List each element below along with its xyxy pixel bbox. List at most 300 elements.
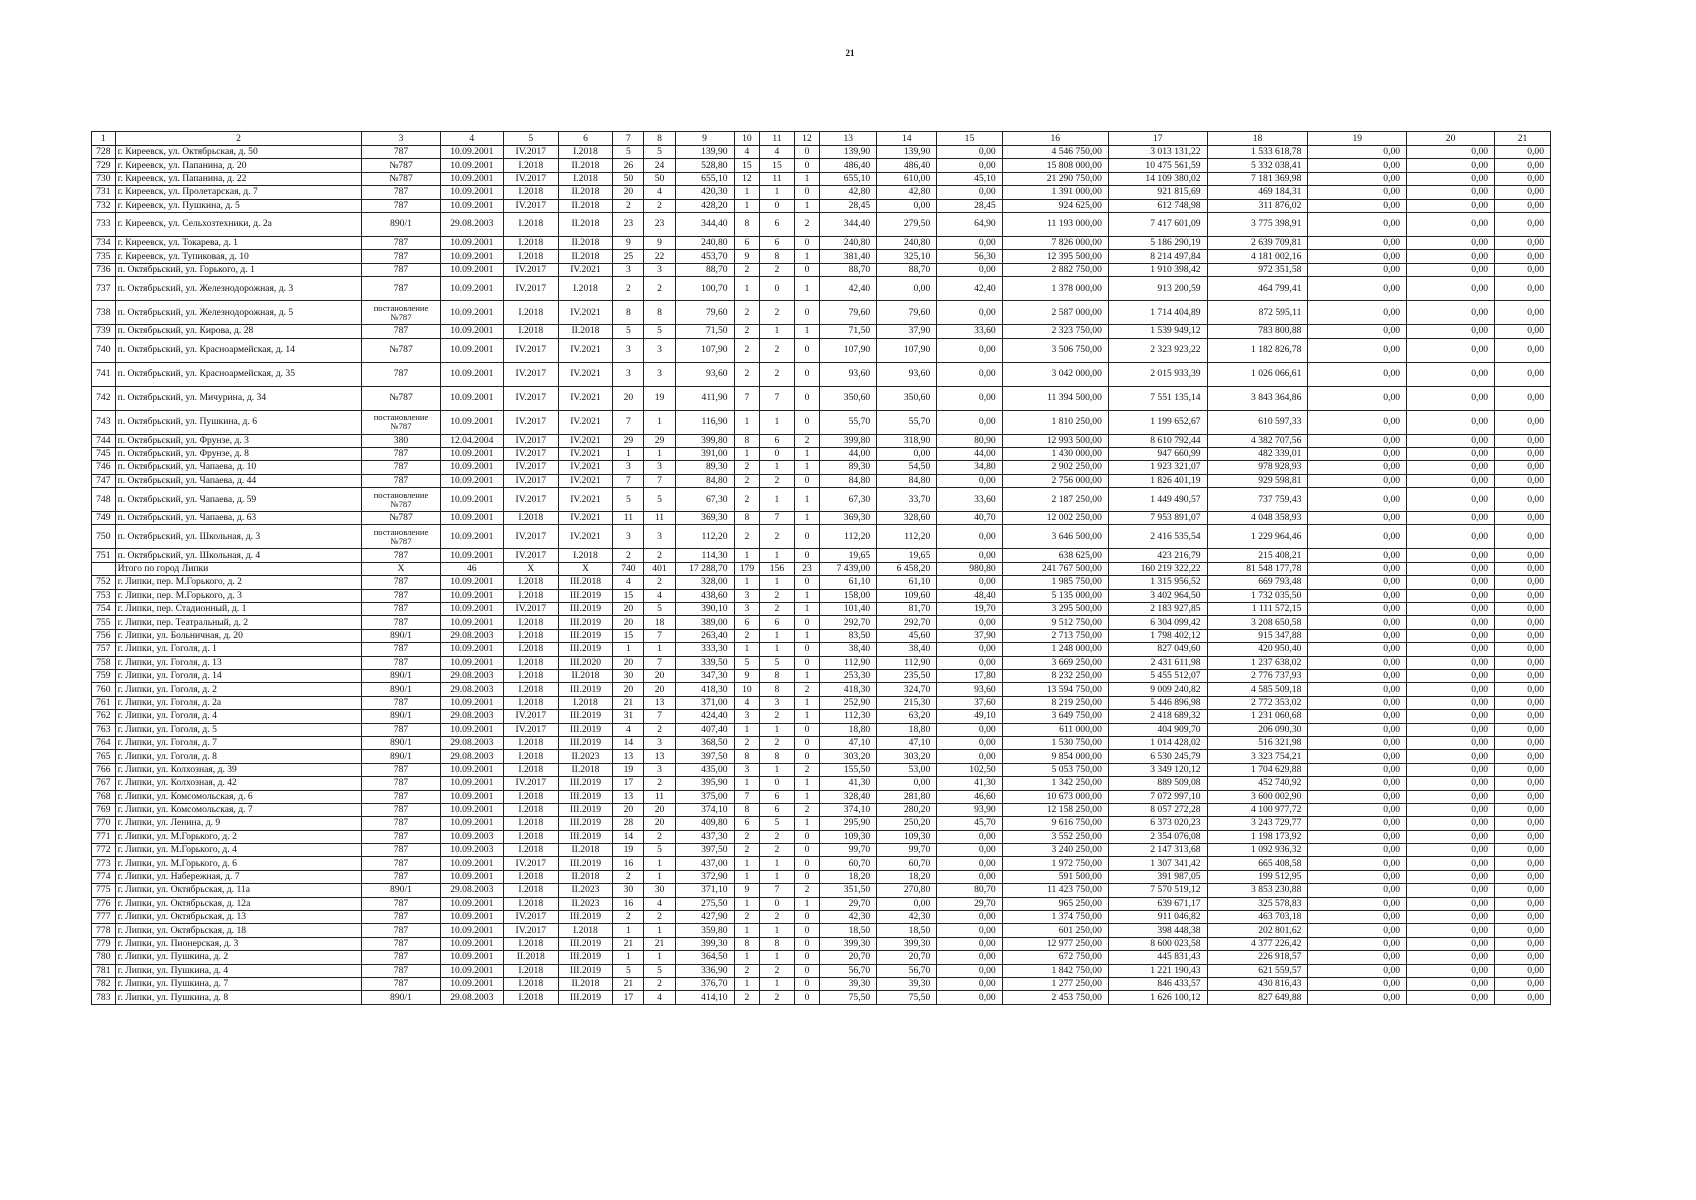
cell-col-4: 10.09.2001 (440, 338, 503, 362)
column-header-4: 4 (440, 132, 503, 146)
cell-col-16: 3 669 250,00 (1002, 656, 1108, 669)
cell-col-7: 3 (613, 362, 644, 386)
cell-col-8: 20 (644, 669, 675, 682)
cell-col-21: 0,00 (1495, 669, 1551, 682)
cell-col-5: I.2018 (503, 844, 558, 857)
table-row (92, 159, 1551, 172)
cell-col-19: 0,00 (1308, 656, 1407, 669)
table-row (92, 710, 1551, 723)
cell-col-15: 0,00 (937, 937, 1002, 950)
cell-col-17: 9 009 240,82 (1108, 683, 1207, 696)
cell-col-13: 139,90 (820, 146, 877, 159)
cell-col-13: 155,50 (820, 763, 877, 776)
cell-col-13: 7 439,00 (820, 562, 877, 575)
cell-col-7: 15 (613, 629, 644, 642)
cell-col-16: 13 594 750,00 (1002, 683, 1108, 696)
cell-col-12: 0 (794, 750, 820, 763)
cell-col-19: 0,00 (1308, 525, 1407, 549)
cell-col-6: III.2019 (558, 803, 613, 816)
cell-col-18: 1 198 173,92 (1207, 830, 1308, 843)
cell-col-8: 3 (644, 461, 675, 474)
cell-col-7: 5 (613, 964, 644, 977)
cell-col-7: 7 (613, 410, 644, 434)
cell-col-14: 55,70 (877, 410, 937, 434)
cell-col-18: 2 776 737,93 (1207, 669, 1308, 682)
cell-col-8: 19 (644, 386, 675, 410)
cell-col-10: 2 (734, 461, 760, 474)
cell-col-5: IV.2017 (503, 146, 558, 159)
cell-col-21: 0,00 (1495, 338, 1551, 362)
cell-col-7: 20 (613, 803, 644, 816)
cell-col-20: 0,00 (1407, 146, 1495, 159)
cell-col-10: 3 (734, 710, 760, 723)
cell-col-17: 889 509,08 (1108, 777, 1207, 790)
cell-col-18: 2 772 353,02 (1207, 696, 1308, 709)
cell-col-3: 890/1 (362, 669, 440, 682)
cell-col-16: 1 391 000,00 (1002, 186, 1108, 199)
cell-col-9: 339,50 (675, 656, 734, 669)
cell-col-12: 0 (794, 386, 820, 410)
cell-col-6: II.2018 (558, 669, 613, 682)
cell-col-19: 0,00 (1308, 549, 1407, 562)
cell-col-18: 610 597,33 (1207, 410, 1308, 434)
cell-col-5: I.2018 (503, 977, 558, 990)
cell-col-2: п. Октябрьский, ул. Чапаева, д. 44 (115, 474, 362, 487)
cell-col-21: 0,00 (1495, 629, 1551, 642)
cell-col-21: 0,00 (1495, 525, 1551, 549)
cell-col-9: 89,30 (675, 461, 734, 474)
cell-col-18: 669 793,48 (1207, 576, 1308, 589)
cell-col-1: 733 (92, 212, 116, 236)
cell-col-21: 0,00 (1495, 857, 1551, 870)
cell-col-2: г. Липки, ул. Колхозная, д. 39 (115, 763, 362, 776)
cell-col-13: 18,20 (820, 870, 877, 883)
cell-col-8: 5 (644, 964, 675, 977)
cell-col-15: 0,00 (937, 410, 1002, 434)
cell-col-11: 1 (760, 186, 794, 199)
cell-col-12: 2 (794, 683, 820, 696)
cell-col-5: I.2018 (503, 576, 558, 589)
cell-col-18: 3 208 650,58 (1207, 616, 1308, 629)
cell-col-4: 10.09.2001 (440, 236, 503, 249)
cell-col-3: 787 (362, 236, 440, 249)
cell-col-10: 4 (734, 696, 760, 709)
cell-col-16: 241 767 500,00 (1002, 562, 1108, 575)
column-header-19: 19 (1308, 132, 1407, 146)
cell-col-2: г. Киреевск, ул. Токарева, д. 1 (115, 236, 362, 249)
cell-col-12: 0 (794, 830, 820, 843)
cell-col-15: 46,60 (937, 790, 1002, 803)
column-header-7: 7 (613, 132, 644, 146)
cell-col-16: 4 546 750,00 (1002, 146, 1108, 159)
table-row (92, 897, 1551, 910)
cell-col-10: 2 (734, 830, 760, 843)
cell-col-2: г. Липки, ул. Пионерская, д. 3 (115, 937, 362, 950)
cell-col-18: 469 184,31 (1207, 186, 1308, 199)
cell-col-7: 5 (613, 488, 644, 512)
cell-col-21: 0,00 (1495, 710, 1551, 723)
cell-col-19: 0,00 (1308, 710, 1407, 723)
cell-col-4: 10.09.2001 (440, 817, 503, 830)
cell-col-4: 29.08.2003 (440, 991, 503, 1004)
cell-col-8: 1 (644, 643, 675, 656)
cell-col-20: 0,00 (1407, 250, 1495, 263)
cell-col-20: 0,00 (1407, 964, 1495, 977)
cell-col-12: 0 (794, 301, 820, 325)
cell-col-16: 1 842 750,00 (1002, 964, 1108, 977)
cell-col-12: 1 (794, 603, 820, 616)
cell-col-1: 755 (92, 616, 116, 629)
cell-col-12: 1 (794, 325, 820, 338)
cell-col-14: 112,90 (877, 656, 937, 669)
cell-col-17: 2 323 923,22 (1108, 338, 1207, 362)
cell-col-4: 29.08.2003 (440, 750, 503, 763)
table-row (92, 977, 1551, 990)
cell-col-13: 399,80 (820, 434, 877, 447)
cell-col-9: 453,70 (675, 250, 734, 263)
cell-col-6: II.2018 (558, 186, 613, 199)
cell-col-21: 0,00 (1495, 250, 1551, 263)
cell-col-19: 0,00 (1308, 186, 1407, 199)
cell-col-5: IV.2017 (503, 386, 558, 410)
cell-col-5: IV.2017 (503, 263, 558, 276)
cell-col-7: 1 (613, 447, 644, 460)
cell-col-21: 0,00 (1495, 512, 1551, 525)
cell-col-16: 9 616 750,00 (1002, 817, 1108, 830)
cell-col-7: 11 (613, 512, 644, 525)
cell-col-20: 0,00 (1407, 338, 1495, 362)
cell-col-2: п. Октябрьский, ул. Кирова, д. 28 (115, 325, 362, 338)
cell-col-16: 10 673 000,00 (1002, 790, 1108, 803)
cell-col-14: 109,60 (877, 589, 937, 602)
cell-col-10: 2 (734, 474, 760, 487)
cell-col-1: 742 (92, 386, 116, 410)
cell-col-3: 787 (362, 616, 440, 629)
cell-col-10: 1 (734, 951, 760, 964)
cell-col-12: 0 (794, 186, 820, 199)
cell-col-19: 0,00 (1308, 212, 1407, 236)
cell-col-18: 1 026 066,61 (1207, 362, 1308, 386)
cell-col-3: 890/1 (362, 884, 440, 897)
cell-col-3: 787 (362, 146, 440, 159)
cell-col-15: 0,00 (937, 830, 1002, 843)
cell-col-16: 12 395 500,00 (1002, 250, 1108, 263)
cell-col-17: 1 307 341,42 (1108, 857, 1207, 870)
cell-col-19: 0,00 (1308, 410, 1407, 434)
cell-col-11: 0 (760, 897, 794, 910)
cell-col-6: II.2018 (558, 870, 613, 883)
cell-col-8: 3 (644, 525, 675, 549)
cell-col-2: г. Липки, ул. Комсомольская, д. 6 (115, 790, 362, 803)
cell-col-11: 2 (760, 964, 794, 977)
cell-col-5: IV.2017 (503, 525, 558, 549)
cell-col-16: 3 506 750,00 (1002, 338, 1108, 362)
cell-col-6: II.2023 (558, 897, 613, 910)
cell-col-20: 0,00 (1407, 212, 1495, 236)
column-header-14: 14 (877, 132, 937, 146)
cell-col-2: г. Липки, ул. Комсомольская, д. 7 (115, 803, 362, 816)
cell-col-18: 202 801,62 (1207, 924, 1308, 937)
column-header-5: 5 (503, 132, 558, 146)
cell-col-4: 10.09.2001 (440, 790, 503, 803)
cell-col-10: 2 (734, 525, 760, 549)
cell-col-1: 756 (92, 629, 116, 642)
cell-col-1: 748 (92, 488, 116, 512)
cell-col-11: 7 (760, 386, 794, 410)
cell-col-20: 0,00 (1407, 512, 1495, 525)
header-row (92, 132, 1551, 146)
cell-col-8: 1 (644, 447, 675, 460)
cell-col-20: 0,00 (1407, 362, 1495, 386)
cell-col-5: I.2018 (503, 830, 558, 843)
cell-col-11: 8 (760, 937, 794, 950)
cell-col-9: 438,60 (675, 589, 734, 602)
cell-col-13: 41,30 (820, 777, 877, 790)
cell-col-20: 0,00 (1407, 236, 1495, 249)
cell-col-3: постановление №787 (362, 525, 440, 549)
table-row (92, 643, 1551, 656)
cell-col-11: 1 (760, 857, 794, 870)
cell-col-12: 0 (794, 525, 820, 549)
cell-col-19: 0,00 (1308, 263, 1407, 276)
cell-col-3: 787 (362, 199, 440, 212)
cell-col-5: I.2018 (503, 250, 558, 263)
cell-col-21: 0,00 (1495, 461, 1551, 474)
cell-col-9: 347,30 (675, 669, 734, 682)
cell-col-13: 99,70 (820, 844, 877, 857)
cell-col-11: 2 (760, 603, 794, 616)
cell-col-14: 20,70 (877, 951, 937, 964)
cell-col-15: 29,70 (937, 897, 1002, 910)
cell-col-9: 418,30 (675, 683, 734, 696)
cell-col-12: 0 (794, 146, 820, 159)
cell-col-1: 729 (92, 159, 116, 172)
cell-col-17: 7 072 997,10 (1108, 790, 1207, 803)
cell-col-5: I.2018 (503, 186, 558, 199)
cell-col-18: 4 377 226,42 (1207, 937, 1308, 950)
cell-col-12: 1 (794, 199, 820, 212)
cell-col-15: 0,00 (937, 549, 1002, 562)
cell-col-13: 295,90 (820, 817, 877, 830)
cell-col-5: I.2018 (503, 589, 558, 602)
cell-col-17: 612 748,98 (1108, 199, 1207, 212)
cell-col-17: 639 671,17 (1108, 897, 1207, 910)
cell-col-21: 0,00 (1495, 263, 1551, 276)
cell-col-2: п. Октябрьский, ул. Фрунзе, д. 3 (115, 434, 362, 447)
column-header-2: 2 (115, 132, 362, 146)
cell-col-9: 407,40 (675, 723, 734, 736)
cell-col-1: 761 (92, 696, 116, 709)
cell-col-8: 7 (644, 710, 675, 723)
cell-col-11: 156 (760, 562, 794, 575)
cell-col-17: 8 610 792,44 (1108, 434, 1207, 447)
cell-col-15: 33,60 (937, 488, 1002, 512)
cell-col-10: 2 (734, 964, 760, 977)
cell-col-10: 8 (734, 434, 760, 447)
cell-col-16: 9 854 000,00 (1002, 750, 1108, 763)
cell-col-20: 0,00 (1407, 710, 1495, 723)
cell-col-2: г. Липки, ул. Октябрьская, д. 18 (115, 924, 362, 937)
cell-col-10: 6 (734, 616, 760, 629)
cell-col-16: 924 625,00 (1002, 199, 1108, 212)
cell-col-9: 397,50 (675, 844, 734, 857)
cell-col-7: 1 (613, 951, 644, 964)
cell-col-17: 1 539 949,12 (1108, 325, 1207, 338)
cell-col-10: 8 (734, 512, 760, 525)
cell-col-8: 13 (644, 750, 675, 763)
cell-col-5: I.2018 (503, 159, 558, 172)
cell-col-13: 240,80 (820, 236, 877, 249)
cell-col-20: 0,00 (1407, 937, 1495, 950)
cell-col-18: 915 347,88 (1207, 629, 1308, 642)
cell-col-10: 1 (734, 643, 760, 656)
cell-col-18: 452 740,92 (1207, 777, 1308, 790)
cell-col-11: 6 (760, 803, 794, 816)
cell-col-4: 10.09.2001 (440, 146, 503, 159)
cell-col-1: 730 (92, 172, 116, 185)
cell-col-20: 0,00 (1407, 857, 1495, 870)
cell-col-18: 3 775 398,91 (1207, 212, 1308, 236)
cell-col-14: 56,70 (877, 964, 937, 977)
cell-col-3: 787 (362, 263, 440, 276)
cell-col-5: IV.2017 (503, 362, 558, 386)
cell-col-16: 12 993 500,00 (1002, 434, 1108, 447)
cell-col-3: 890/1 (362, 991, 440, 1004)
cell-col-8: 2 (644, 549, 675, 562)
cell-col-9: 397,50 (675, 750, 734, 763)
cell-col-5: I.2018 (503, 736, 558, 749)
cell-col-21: 0,00 (1495, 683, 1551, 696)
cell-col-11: 6 (760, 212, 794, 236)
cell-col-5: I.2018 (503, 643, 558, 656)
cell-col-16: 1 378 000,00 (1002, 277, 1108, 301)
cell-col-7: 16 (613, 857, 644, 870)
cell-col-17: 1 714 404,89 (1108, 301, 1207, 325)
cell-col-14: 0,00 (877, 199, 937, 212)
cell-col-14: 328,60 (877, 512, 937, 525)
cell-col-19: 0,00 (1308, 488, 1407, 512)
cell-col-17: 1 449 490,57 (1108, 488, 1207, 512)
cell-col-21: 0,00 (1495, 991, 1551, 1004)
cell-col-3: №787 (362, 386, 440, 410)
cell-col-15: 0,00 (937, 263, 1002, 276)
cell-col-3: X (362, 562, 440, 575)
cell-col-1: 738 (92, 301, 116, 325)
cell-col-7: 30 (613, 669, 644, 682)
cell-col-10: 1 (734, 277, 760, 301)
cell-col-16: 591 500,00 (1002, 870, 1108, 883)
cell-col-9: 100,70 (675, 277, 734, 301)
cell-col-21: 0,00 (1495, 410, 1551, 434)
cell-col-15: 19,70 (937, 603, 1002, 616)
cell-col-13: 18,80 (820, 723, 877, 736)
cell-col-14: 215,30 (877, 696, 937, 709)
cell-col-9: 375,00 (675, 790, 734, 803)
cell-col-2: г. Липки, пер. М.Горького, д. 2 (115, 576, 362, 589)
cell-col-11: 1 (760, 488, 794, 512)
cell-col-16: 5 053 750,00 (1002, 763, 1108, 776)
cell-col-17: 8 600 023,58 (1108, 937, 1207, 950)
cell-col-14: 37,90 (877, 325, 937, 338)
cell-col-10: 2 (734, 301, 760, 325)
cell-col-19: 0,00 (1308, 474, 1407, 487)
cell-col-2: г. Киреевск, ул. Пушкина, д. 5 (115, 199, 362, 212)
cell-col-8: 3 (644, 263, 675, 276)
cell-col-14: 75,50 (877, 991, 937, 1004)
cell-col-9: 114,30 (675, 549, 734, 562)
cell-col-3: №787 (362, 159, 440, 172)
cell-col-1: 728 (92, 146, 116, 159)
cell-col-12: 0 (794, 236, 820, 249)
cell-col-8: 24 (644, 159, 675, 172)
cell-col-15: 80,70 (937, 884, 1002, 897)
cell-col-5: IV.2017 (503, 172, 558, 185)
cell-col-13: 75,50 (820, 991, 877, 1004)
cell-col-15: 48,40 (937, 589, 1002, 602)
cell-col-7: 9 (613, 236, 644, 249)
cell-col-8: 4 (644, 589, 675, 602)
cell-col-17: 1 221 190,43 (1108, 964, 1207, 977)
cell-col-19: 0,00 (1308, 924, 1407, 937)
cell-col-4: 10.09.2001 (440, 301, 503, 325)
cell-col-2: г. Киреевск, ул. Пролетарская, д. 7 (115, 186, 362, 199)
cell-col-4: 10.09.2001 (440, 870, 503, 883)
cell-col-20: 0,00 (1407, 172, 1495, 185)
cell-col-10: 2 (734, 911, 760, 924)
table-row (92, 964, 1551, 977)
cell-col-21: 0,00 (1495, 643, 1551, 656)
cell-col-7: 30 (613, 884, 644, 897)
cell-col-5: I.2018 (503, 301, 558, 325)
cell-col-11: 1 (760, 325, 794, 338)
cell-col-5: IV.2017 (503, 924, 558, 937)
cell-col-20: 0,00 (1407, 629, 1495, 642)
cell-col-1: 744 (92, 434, 116, 447)
cell-col-20: 0,00 (1407, 977, 1495, 990)
cell-col-4: 10.09.2001 (440, 263, 503, 276)
cell-col-1: 776 (92, 897, 116, 910)
cell-col-7: 20 (613, 386, 644, 410)
cell-col-12: 0 (794, 870, 820, 883)
cell-col-16: 1 810 250,00 (1002, 410, 1108, 434)
cell-col-3: 787 (362, 924, 440, 937)
cell-col-20: 0,00 (1407, 474, 1495, 487)
cell-col-12: 0 (794, 991, 820, 1004)
cell-col-18: 226 918,57 (1207, 951, 1308, 964)
cell-col-6: III.2019 (558, 616, 613, 629)
table-row (92, 937, 1551, 950)
cell-col-21: 0,00 (1495, 844, 1551, 857)
cell-col-6: II.2018 (558, 763, 613, 776)
cell-col-18: 4 382 707,56 (1207, 434, 1308, 447)
cell-col-5: IV.2017 (503, 277, 558, 301)
cell-col-13: 60,70 (820, 857, 877, 870)
cell-col-21: 0,00 (1495, 884, 1551, 897)
cell-col-14: 0,00 (877, 447, 937, 460)
cell-col-8: 13 (644, 696, 675, 709)
cell-col-11: 2 (760, 991, 794, 1004)
cell-col-17: 5 455 512,07 (1108, 669, 1207, 682)
cell-col-7: 20 (613, 656, 644, 669)
cell-col-3: 787 (362, 937, 440, 950)
cell-col-15: 0,00 (937, 723, 1002, 736)
cell-col-12: 23 (794, 562, 820, 575)
cell-col-14: 112,20 (877, 525, 937, 549)
cell-col-19: 0,00 (1308, 386, 1407, 410)
cell-col-15: 64,90 (937, 212, 1002, 236)
cell-col-7: 26 (613, 159, 644, 172)
cell-col-7: 20 (613, 683, 644, 696)
